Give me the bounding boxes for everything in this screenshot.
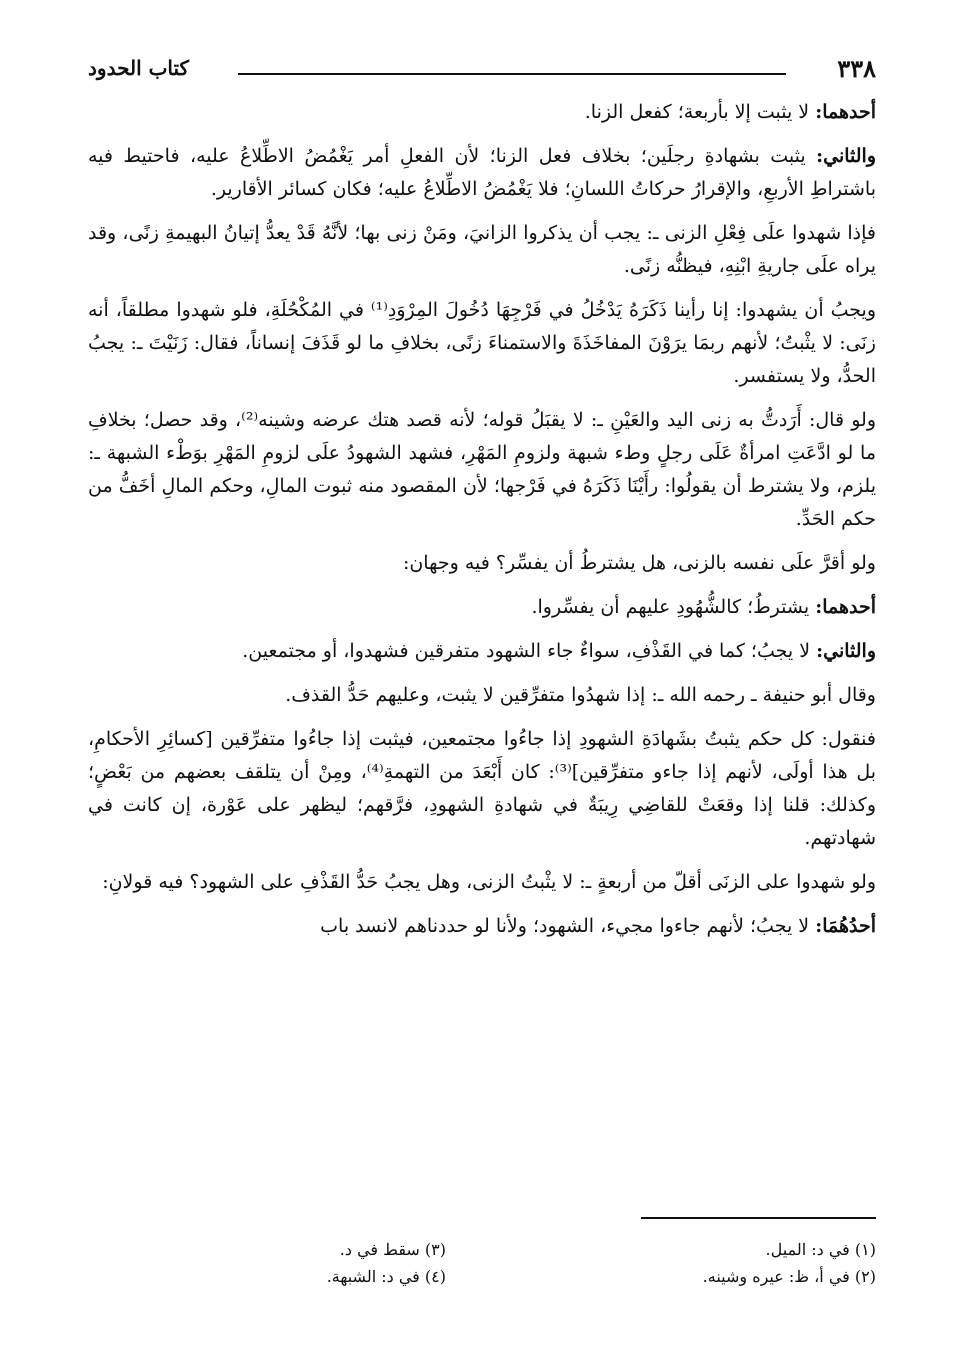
page-number: ٣٣٨ — [837, 54, 876, 83]
paragraph-text: فإذا شهدوا علَى فِعْلِ الزنى ـ: يجب أن يذكروا الزانيَ، ومَنْ زنى بها؛ لأنَّهُ قَدْ يعدُّ إتيانُ البهيمةِ زنًى، وقد يراه علَى جاريةِ ابْنِهِ، فيظنُّه زنًى. — [88, 222, 877, 277]
paragraph-lead: أحدهما: — [815, 596, 876, 618]
paragraph-text: وقال أبو حنيفة ـ رحمه الله ـ: إذا شهدُوا متفرِّقين لا يثبت، وعليهم حَدُّ القذف. — [285, 684, 876, 706]
paragraph — [88, 217, 876, 283]
paragraph-lead: أحدهما: — [815, 101, 876, 123]
paragraph — [88, 635, 876, 668]
paragraph-text: لا يجبُ؛ كما في القَذْفِ، سواءٌ جاء الشهود متفرقين فشهدوا، أو مجتمعين. — [242, 640, 817, 662]
paragraph — [88, 140, 876, 206]
paragraph — [88, 294, 876, 393]
paragraph-lead: والثاني: — [816, 640, 876, 662]
paragraph-text: ولو شهدوا على الزنَى أقلّ من أربعةٍ ـ: لا يثْبتُ الزنى، وهل يجبُ حَدُّ القَذْفِ على الشهود؟ فيه قولانِ: — [102, 871, 876, 893]
paragraph — [88, 910, 876, 943]
footnote-column-right — [496, 1236, 876, 1290]
paragraph-text: ويجبُ أن يشهدوا: إنا رأينا ذَكَرَهُ يَدْخُلُ في فَرْجِهَا دُخُولَ المِرْوَدِ⁽¹⁾ في المُكْحُلَةِ، فلو شهدوا مطلقاً، أنه زنَى: لا يثْبتُ؛ لأنهم ربمَا يرَوْنَ المفاخَذَةَ والاستمناءَ زنًى، بخلافِ ما لو قَذَفَ إنساناً، فقال: زَنَيْتَ ـ: يجبُ الحدُّ، ولا يستفسر. — [88, 299, 876, 387]
paragraph — [88, 404, 876, 536]
footnote: (٢) في أ، ظ: عيره وشينه. — [702, 1267, 876, 1286]
header-rule — [238, 73, 786, 75]
paragraph — [88, 96, 876, 129]
paragraph — [88, 723, 876, 855]
footnote-column-left — [106, 1236, 446, 1290]
paragraph-text: ولو قال: أَرَدتُّ به زنى اليد والعَيْنِ ـ: لا يقبَلُ قوله؛ لأنه قصد هتك عرضه وشينه⁽²⁾، وقد حصل؛ بخلافِ ما لو ادَّعَتِ امرأةٌ عَلَى رجلٍ وطء شبهة ولزومِ المَهْرِ، فشهد الشهودُ علَى لزومِ المَهْرِ بوَطْء الشبهة ـ: يلزم، ولا يشترط أن يقولُوا: رأَيْنَا ذَكَرَهُ في فَرْجها؛ لأن المقصود منه ثبوت المالِ، وحكم المالِ أخَفُّ من حكم الحَدِّ. — [88, 409, 877, 530]
footnote: (٤) في د: الشبهة. — [326, 1267, 446, 1286]
page-header — [88, 54, 876, 94]
paragraph-text: يثبت بشهادةِ رجلَين؛ بخلاف فعل الزنا؛ لأن الفعلِ أمر يَغْمُضُ الاطِّلاعُ عليه، فاحتيط فيه باشتراطِ الأربعِ، والإقرارُ حركاتُ اللسانِ؛ فلا يَغْمُضُ الاطِّلاعُ عليه؛ فكان كسائر الأقارير. — [88, 145, 876, 200]
paragraph-text: لا يجبُ؛ لأنهم جاءوا مجيء، الشهود؛ ولأنا لو حددناهم لانسد باب — [320, 915, 816, 937]
page-body — [88, 96, 876, 954]
paragraph-text: يشترطُ؛ كالشُّهُودِ عليهم أن يفسِّروا. — [531, 596, 816, 618]
paragraph — [88, 591, 876, 624]
paragraph-text: فنقول: كل حكم يثبتُ بشَهادَةِ الشهودِ إذا جاءُوا مجتمعين، فيثبت إذا جاءُوا متفرِّقين [كسائِرِ الأحكامِ، بل هذا أولَى، لأنهم إذا جاءو متفرِّقين]⁽³⁾: كان أَبْعَدَ من التهمةِ⁽⁴⁾، ومِنْ أن يتلقف بعضهم من بَعْضٍ؛ وكذلك: قلنا إذا وقعَتْ للقاضِي رِيبَةٌ في شهادةِ الشهودِ، فرَّقهم؛ ليظهر على عَوْرة، إن كانت في شهادتهم. — [88, 728, 877, 849]
paragraph-text: ولو أقرَّ علَى نفسه بالزنى، هل يشترطُ أن يفسِّر؟ فيه وجهان: — [402, 552, 876, 574]
footnote: (٣) سقط في د. — [339, 1240, 446, 1259]
paragraph — [88, 547, 876, 580]
paragraph — [88, 866, 876, 899]
paragraph — [88, 679, 876, 712]
footnote: (١) في د: الميل. — [765, 1240, 876, 1259]
running-title: كتاب الحدود — [88, 56, 190, 80]
paragraph-text: لا يثبت إلا بأربعة؛ كفعل الزنا. — [584, 101, 816, 123]
paragraph-lead: والثاني: — [816, 145, 876, 167]
footnote-rule — [641, 1217, 876, 1219]
paragraph-lead: أحدُهُمَا: — [815, 915, 876, 937]
